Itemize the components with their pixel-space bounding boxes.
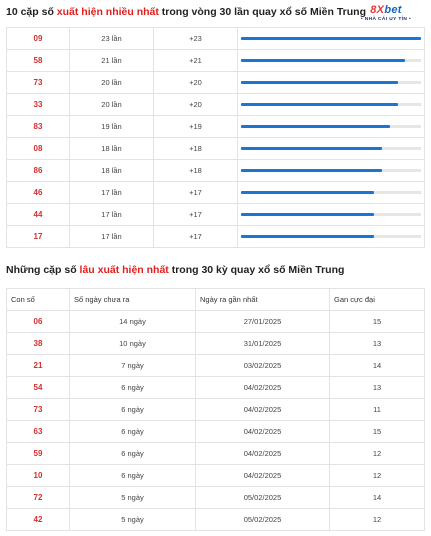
pair-number: 46 (7, 182, 70, 204)
max-gan: 13 (330, 333, 425, 355)
table-row (7, 421, 425, 443)
max-gan: 14 (330, 487, 425, 509)
days-not-drawn: 6 ngày (70, 443, 196, 465)
col-header-max-gan: Gan cực đại (330, 289, 425, 311)
frequent-pairs-title (6, 6, 366, 18)
frequency-bar-track (241, 169, 421, 172)
days-not-drawn: 6 ngày (70, 377, 196, 399)
pair-number: 06 (7, 311, 70, 333)
pair-number: 86 (7, 160, 70, 182)
table-row (7, 204, 425, 226)
occurrence-count: 17 lần (70, 226, 154, 248)
occurrence-delta: +18 (154, 160, 238, 182)
frequency-bar-track (241, 147, 421, 150)
frequency-bar-cell (238, 28, 425, 50)
days-not-drawn: 10 ngày (70, 333, 196, 355)
pair-number: 38 (7, 333, 70, 355)
occurrence-delta: +20 (154, 72, 238, 94)
pair-number: 63 (7, 421, 70, 443)
frequency-bar-track (241, 81, 421, 84)
last-drawn-date: 04/02/2025 (196, 377, 330, 399)
table-row (7, 116, 425, 138)
occurrence-delta: +17 (154, 204, 238, 226)
table-row (7, 443, 425, 465)
frequency-bar-fill (241, 37, 421, 40)
occurrence-count: 21 lần (70, 50, 154, 72)
title-text-end: trong vòng 30 lần quay xổ số Miền Trung (158, 6, 366, 18)
days-not-drawn: 7 ngày (70, 355, 196, 377)
occurrence-delta: +19 (154, 116, 238, 138)
frequency-bar-track (241, 103, 421, 106)
pair-number: 17 (7, 226, 70, 248)
gan-pairs-table (6, 288, 425, 531)
frequent-pairs-header (6, 3, 426, 25)
frequency-bar-track (241, 37, 421, 40)
max-gan: 12 (330, 509, 425, 531)
last-drawn-date: 31/01/2025 (196, 333, 330, 355)
gan-pairs-title (6, 264, 344, 276)
pair-number: 73 (7, 399, 70, 421)
occurrence-delta: +17 (154, 182, 238, 204)
frequency-bar-fill (241, 191, 374, 194)
occurrence-count: 18 lần (70, 160, 154, 182)
pair-number: 59 (7, 443, 70, 465)
frequency-bar-cell (238, 138, 425, 160)
pair-number: 58 (7, 50, 70, 72)
table-row (7, 333, 425, 355)
max-gan: 12 (330, 443, 425, 465)
table-row (7, 226, 425, 248)
frequency-bar-cell (238, 116, 425, 138)
occurrence-count: 18 lần (70, 138, 154, 160)
pair-number: 73 (7, 72, 70, 94)
days-not-drawn: 5 ngày (70, 509, 196, 531)
table-row (7, 487, 425, 509)
pair-number: 72 (7, 487, 70, 509)
frequency-bar-track (241, 235, 421, 238)
frequency-bar-fill (241, 169, 382, 172)
frequency-bar-cell (238, 72, 425, 94)
pair-number: 21 (7, 355, 70, 377)
occurrence-delta: +17 (154, 226, 238, 248)
occurrence-delta: +18 (154, 138, 238, 160)
pair-number: 08 (7, 138, 70, 160)
days-not-drawn: 6 ngày (70, 399, 196, 421)
max-gan: 13 (330, 377, 425, 399)
title-text-start: Những cặp số (6, 264, 80, 276)
pair-number: 33 (7, 94, 70, 116)
frequency-bar-cell (238, 226, 425, 248)
table-row (7, 399, 425, 421)
table-row (7, 509, 425, 531)
pair-number: 44 (7, 204, 70, 226)
frequency-bar-fill (241, 81, 398, 84)
frequency-bar-fill (241, 125, 390, 128)
last-drawn-date: 27/01/2025 (196, 311, 330, 333)
last-drawn-date: 03/02/2025 (196, 355, 330, 377)
occurrence-count: 17 lần (70, 204, 154, 226)
last-drawn-date: 04/02/2025 (196, 465, 330, 487)
pair-number: 10 (7, 465, 70, 487)
table-row (7, 182, 425, 204)
col-header-number: Con số (7, 289, 70, 311)
frequency-bar-track (241, 191, 421, 194)
last-drawn-date: 05/02/2025 (196, 487, 330, 509)
frequency-bar-cell (238, 182, 425, 204)
table-row (7, 94, 425, 116)
frequency-bar-track (241, 59, 421, 62)
pair-number: 54 (7, 377, 70, 399)
table-row (7, 138, 425, 160)
frequent-pairs-table (6, 27, 425, 248)
occurrence-delta: +20 (154, 94, 238, 116)
pair-number: 42 (7, 509, 70, 531)
table-row (7, 28, 425, 50)
days-not-drawn: 5 ngày (70, 487, 196, 509)
col-header-last-date: Ngày ra gần nhất (196, 289, 330, 311)
brand-text: bet (384, 4, 402, 16)
pair-number: 83 (7, 116, 70, 138)
frequency-bar-cell (238, 50, 425, 72)
last-drawn-date: 05/02/2025 (196, 509, 330, 531)
last-drawn-date: 04/02/2025 (196, 421, 330, 443)
max-gan: 12 (330, 465, 425, 487)
max-gan: 15 (330, 421, 425, 443)
title-highlight: lâu xuất hiện nhất (79, 264, 169, 276)
brand-num: 8X (370, 4, 385, 16)
occurrence-count: 20 lần (70, 72, 154, 94)
occurrence-count: 20 lần (70, 94, 154, 116)
max-gan: 14 (330, 355, 425, 377)
frequency-bar-fill (241, 103, 398, 106)
days-not-drawn: 14 ngày (70, 311, 196, 333)
occurrence-delta: +21 (154, 50, 238, 72)
title-highlight: xuất hiện nhiều nhất (56, 6, 159, 18)
col-header-days: Số ngày chưa ra (70, 289, 196, 311)
days-not-drawn: 6 ngày (70, 421, 196, 443)
table-row (7, 160, 425, 182)
pair-number: 09 (7, 28, 70, 50)
table-row (7, 72, 425, 94)
title-text-start: 10 cặp số (6, 6, 57, 18)
table-row (7, 355, 425, 377)
table-row (7, 465, 425, 487)
frequency-bar-fill (241, 59, 405, 62)
table-header-row (7, 289, 425, 311)
title-text-end: trong 30 kỳ quay xổ số Miền Trung (168, 264, 345, 276)
table-row (7, 50, 425, 72)
last-drawn-date: 04/02/2025 (196, 443, 330, 465)
occurrence-count: 19 lần (70, 116, 154, 138)
frequency-bar-track (241, 125, 421, 128)
frequency-bar-track (241, 213, 421, 216)
brand-logo[interactable] (354, 4, 418, 24)
max-gan: 11 (330, 399, 425, 421)
frequency-bar-fill (241, 147, 382, 150)
frequency-bar-fill (241, 213, 374, 216)
occurrence-count: 23 lần (70, 28, 154, 50)
brand-name (354, 4, 418, 16)
last-drawn-date: 04/02/2025 (196, 399, 330, 421)
table-row (7, 311, 425, 333)
occurrence-delta: +23 (154, 28, 238, 50)
table-row (7, 377, 425, 399)
max-gan: 15 (330, 311, 425, 333)
days-not-drawn: 6 ngày (70, 465, 196, 487)
brand-tagline: • NHÀ CÁI UY TÍN • (360, 17, 412, 22)
frequency-bar-fill (241, 235, 374, 238)
frequency-bar-cell (238, 160, 425, 182)
frequency-bar-cell (238, 204, 425, 226)
occurrence-count: 17 lần (70, 182, 154, 204)
frequency-bar-cell (238, 94, 425, 116)
